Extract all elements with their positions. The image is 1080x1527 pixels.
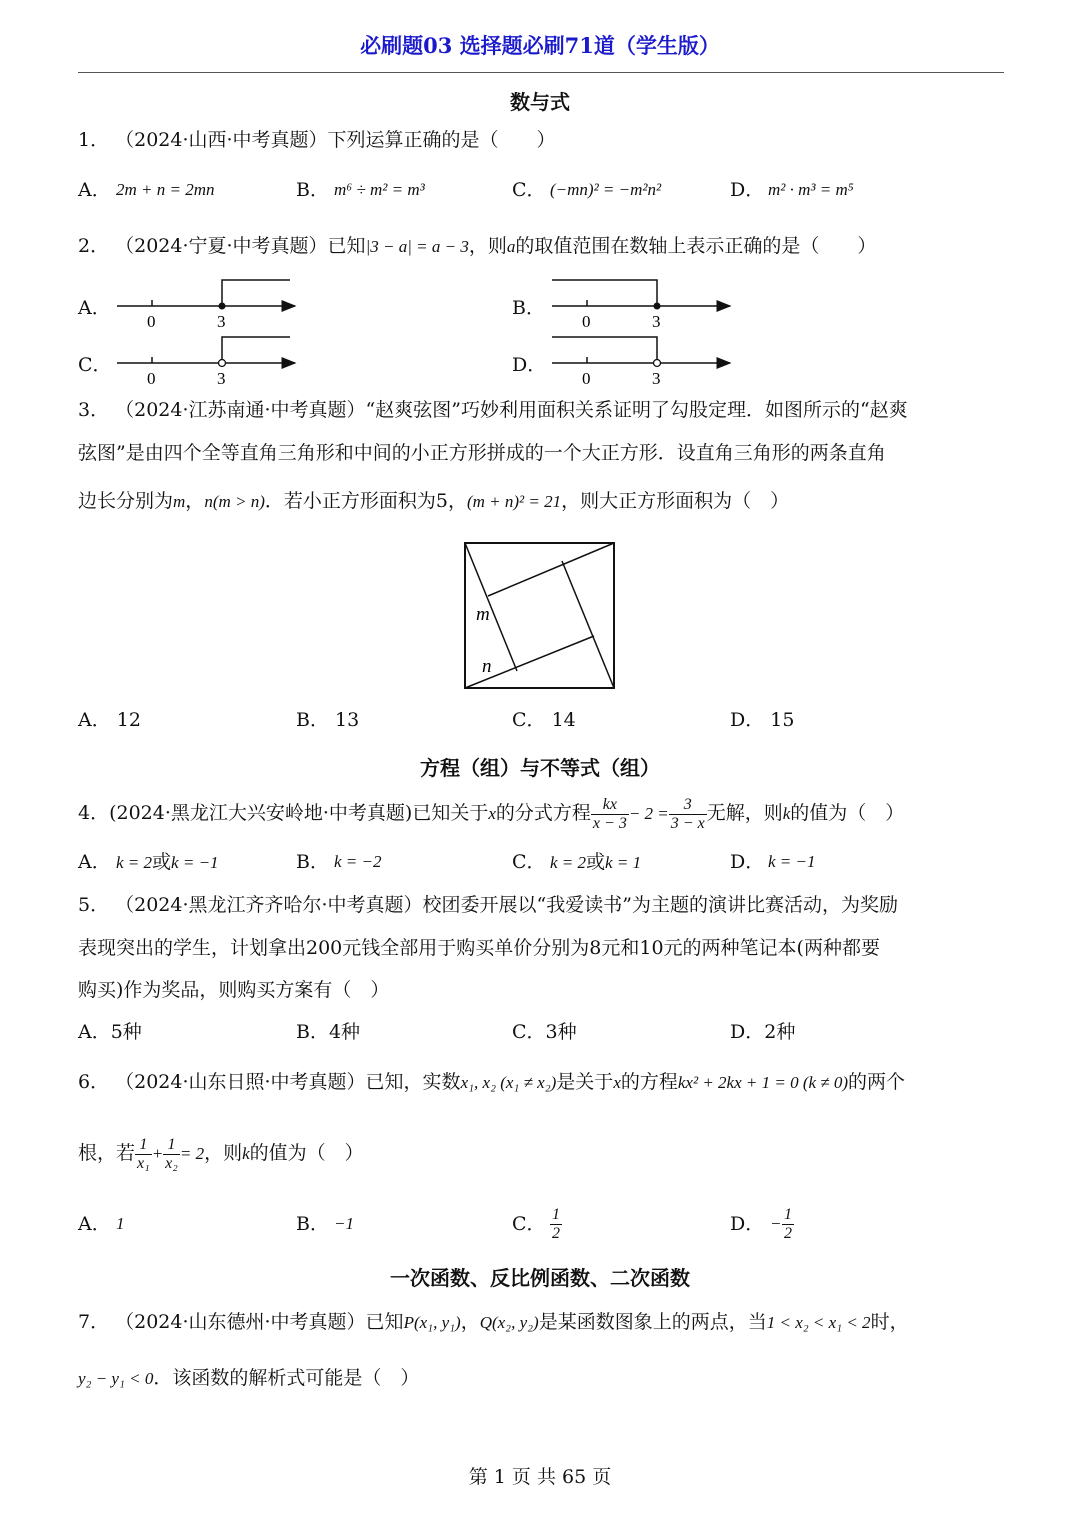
tick-0: 0	[147, 369, 156, 388]
q7-condition: y₂ − y₁ < 0	[78, 1369, 154, 1388]
q4-var-k: k	[782, 804, 791, 823]
option-c-math-1: k = 2	[550, 853, 587, 872]
question-5-line-3: 购买)作为奖品，则购买方案有（ ）	[78, 979, 390, 1001]
q4-text-a: 4．(2024·黑龙江大兴安岭地·中考真题)已知关于	[78, 802, 489, 824]
label-n: n	[482, 656, 492, 677]
option-c: C．3种	[512, 1021, 577, 1043]
q7-text-a: 7． （2024·山东德州·中考真题）已知	[78, 1311, 404, 1333]
tick-0: 0	[582, 312, 591, 331]
q4-math-mid: − 2 =	[628, 804, 669, 823]
tick-3: 3	[652, 369, 661, 388]
option-a-content	[116, 840, 219, 885]
q7-inequality: 1 < x₂ < x₁ < 2	[766, 1313, 871, 1332]
q7-point-q: Q(x₂, y₂)	[479, 1313, 539, 1332]
q7-point-p: P(x₁, y₁)	[403, 1313, 461, 1332]
document-header: 必刷题03 选择题必刷71道（学生版）	[360, 33, 720, 58]
question-2-math: |3 − a| = a − 3	[365, 237, 469, 256]
zhao-shuang-diagram	[460, 538, 620, 694]
option-a-math-2: k = −1	[171, 853, 219, 872]
q6-var-k: k	[242, 1144, 250, 1163]
q4-fraction-1	[591, 796, 629, 833]
option-c-fraction	[550, 1206, 562, 1243]
numerator: kx	[591, 796, 629, 815]
option-d-label: D．	[730, 1213, 765, 1235]
question-3-line-1: 3． （2024·江苏南通·中考真题）“赵爽弦图”巧妙利用面积关系证明了勾股定理．如图所示的“赵爽	[78, 399, 908, 421]
denominator: x₂	[165, 1154, 178, 1172]
question-1-stem: 1． （2024·山西·中考真题）下列运算正确的是（ ）	[78, 129, 556, 151]
question-3-line-3	[78, 479, 1004, 524]
tick-0: 0	[582, 369, 591, 388]
question-2-stem	[78, 224, 1004, 269]
option-d-fraction	[782, 1206, 794, 1243]
q6-text-c: 的方程	[620, 1071, 678, 1093]
option-c-content	[550, 840, 641, 885]
option-a: A． 12	[78, 709, 141, 731]
q6-plus: +	[151, 1144, 164, 1163]
q3-math-2: (m + n)² = 21	[466, 492, 562, 511]
denominator: 2	[784, 1225, 792, 1242]
option-b-math: −1	[334, 1214, 354, 1233]
option-a-math-1: k = 2	[116, 853, 153, 872]
q4-text-b: 的分式方程	[495, 802, 591, 824]
question-2-text-b: ，则	[468, 235, 507, 257]
option-b-math: k = −2	[334, 852, 382, 871]
q2-option-b-label: B．	[512, 297, 545, 319]
question-7-line-2	[78, 1356, 1004, 1401]
question-7-line-1	[78, 1300, 1004, 1345]
q3-text-c: ．若小正方形面积为5，	[264, 490, 467, 512]
tick-0: 0	[147, 312, 156, 331]
q2-option-c-label: C．	[78, 354, 112, 376]
q6-text-f: ，则	[204, 1142, 243, 1164]
q6-math-1: x₁, x₂ (x₁ ≠ x₂)	[460, 1073, 557, 1092]
question-6-line-1	[78, 1060, 1004, 1105]
denominator: x₁	[137, 1154, 150, 1172]
option-d-math: k = −1	[768, 852, 816, 871]
q4-text-d: 的值为（ ）	[790, 802, 905, 824]
numerator: 1	[784, 1206, 792, 1223]
q3-text-b: ，	[185, 490, 205, 512]
question-2-text-a: 2． （2024·宁夏·中考真题）已知	[78, 235, 366, 257]
number-line-b	[552, 280, 730, 331]
option-c-math: (−mn)² = −m²n²	[550, 180, 662, 199]
number-line-d	[552, 337, 730, 388]
tick-3: 3	[217, 312, 226, 331]
q6-text-g: 的值为（ ）	[249, 1142, 364, 1164]
denominator: 3 − x	[670, 814, 705, 832]
q4-fraction-2	[669, 796, 707, 833]
option-b: B．4种	[296, 1021, 361, 1043]
open-dot	[219, 360, 226, 367]
question-2-text-c: 的取值范围在数轴上表示正确的是（ ）	[515, 235, 877, 257]
option-a-label: A．	[78, 179, 111, 201]
option-d: D．2种	[730, 1021, 796, 1043]
option-d-label: D．	[730, 179, 765, 201]
section-title-numbers-expressions: 数与式	[510, 90, 570, 114]
question-6-line-2	[78, 1128, 1004, 1179]
option-a-label: A．	[78, 851, 111, 873]
q3-var-m: m	[173, 492, 186, 511]
numerator: 1	[552, 1206, 560, 1223]
option-d-math: m² · m³ = m⁵	[768, 180, 854, 199]
q6-text-d: 的两个	[848, 1071, 906, 1093]
q6-text-a: 6． （2024·山东日照·中考真题）已知，实数	[78, 1071, 461, 1093]
denominator: 2	[552, 1225, 560, 1242]
q3-text-d: ，则大正方形面积为（ ）	[561, 490, 790, 512]
option-d-sign: −	[770, 1214, 782, 1233]
option-c: C． 14	[512, 709, 576, 731]
q2-option-d-label: D．	[512, 354, 547, 376]
option-b: B． 13	[296, 709, 360, 731]
q6-fraction-1	[135, 1136, 152, 1173]
numerator: 1	[163, 1136, 180, 1155]
question-4-stem	[78, 790, 1004, 837]
tick-3: 3	[652, 312, 661, 331]
section-title-functions: 一次函数、反比例函数、二次函数	[390, 1266, 690, 1290]
option-c-math-2: k = 1	[605, 853, 642, 872]
option-c-label: C．	[512, 1213, 546, 1235]
q2-number-lines	[0, 270, 1080, 390]
q7-text-d: 时，	[870, 1311, 909, 1333]
option-a-math: 2m + n = 2mn	[116, 180, 215, 199]
number-line-c	[117, 337, 295, 388]
q4-text-c: 无解，则	[706, 802, 783, 824]
option-d: D． 15	[730, 709, 795, 731]
closed-dot	[219, 303, 226, 310]
option-d-label: D．	[730, 851, 765, 873]
q6-fraction-2	[163, 1136, 180, 1173]
question-3-line-2: 弦图”是由四个全等直角三角形和中间的小正方形拼成的一个大正方形．设直角三角形的两条直角	[78, 442, 886, 464]
q6-text-e: 根，若	[78, 1142, 136, 1164]
question-5-line-1: 5． （2024·黑龙江齐齐哈尔·中考真题）校团委开展以“我爱读书”为主题的演讲比赛活动，为奖励	[78, 894, 898, 916]
option-c-label: C．	[512, 179, 546, 201]
option-a-label: A．	[78, 1213, 111, 1235]
q7-text-b: ，	[460, 1311, 480, 1333]
section-title-equations-inequalities: 方程（组）与不等式（组）	[420, 756, 660, 780]
q7-text-e: ．该函数的解析式可能是（ ）	[153, 1367, 420, 1389]
option-b-label: B．	[296, 1213, 329, 1235]
q6-text-b: 是关于	[556, 1071, 614, 1093]
option-c-label: C．	[512, 851, 546, 873]
q7-text-c: 是某函数图象上的两点，当	[538, 1311, 767, 1333]
question-5-line-2: 表现突出的学生，计划拿出200元钱全部用于购买单价分别为8元和10元的两种笔记本(两种都要	[78, 937, 880, 959]
q3-math-1: n(m > n)	[204, 492, 265, 511]
numerator: 1	[135, 1136, 152, 1155]
q6-equals: = 2	[179, 1144, 205, 1163]
q2-option-a-label: A．	[78, 297, 111, 319]
page-footer: 第 1 页 共 65 页	[468, 1466, 612, 1488]
numerator: 3	[669, 796, 707, 815]
option-c-or: 或	[586, 851, 606, 873]
number-line-a	[117, 280, 295, 331]
closed-dot	[654, 303, 661, 310]
q4-var-x: x	[488, 804, 496, 823]
denominator: x − 3	[592, 814, 627, 832]
option-b-label: B．	[296, 851, 329, 873]
option-a-or: 或	[152, 851, 172, 873]
open-dot	[654, 360, 661, 367]
q6-var-x: x	[613, 1073, 621, 1092]
tick-3: 3	[217, 369, 226, 388]
header-divider	[78, 72, 1004, 73]
option-b-math: m⁶ ÷ m² = m³	[334, 180, 425, 199]
q3-text-a: 边长分别为	[78, 490, 174, 512]
question-2-var: a	[506, 237, 516, 256]
label-m: m	[476, 604, 490, 625]
option-a-math: 1	[116, 1214, 125, 1233]
option-a: A．5种	[78, 1021, 142, 1043]
q6-math-2: kx² + 2kx + 1 = 0 (k ≠ 0)	[677, 1073, 849, 1092]
option-b-label: B．	[296, 179, 329, 201]
